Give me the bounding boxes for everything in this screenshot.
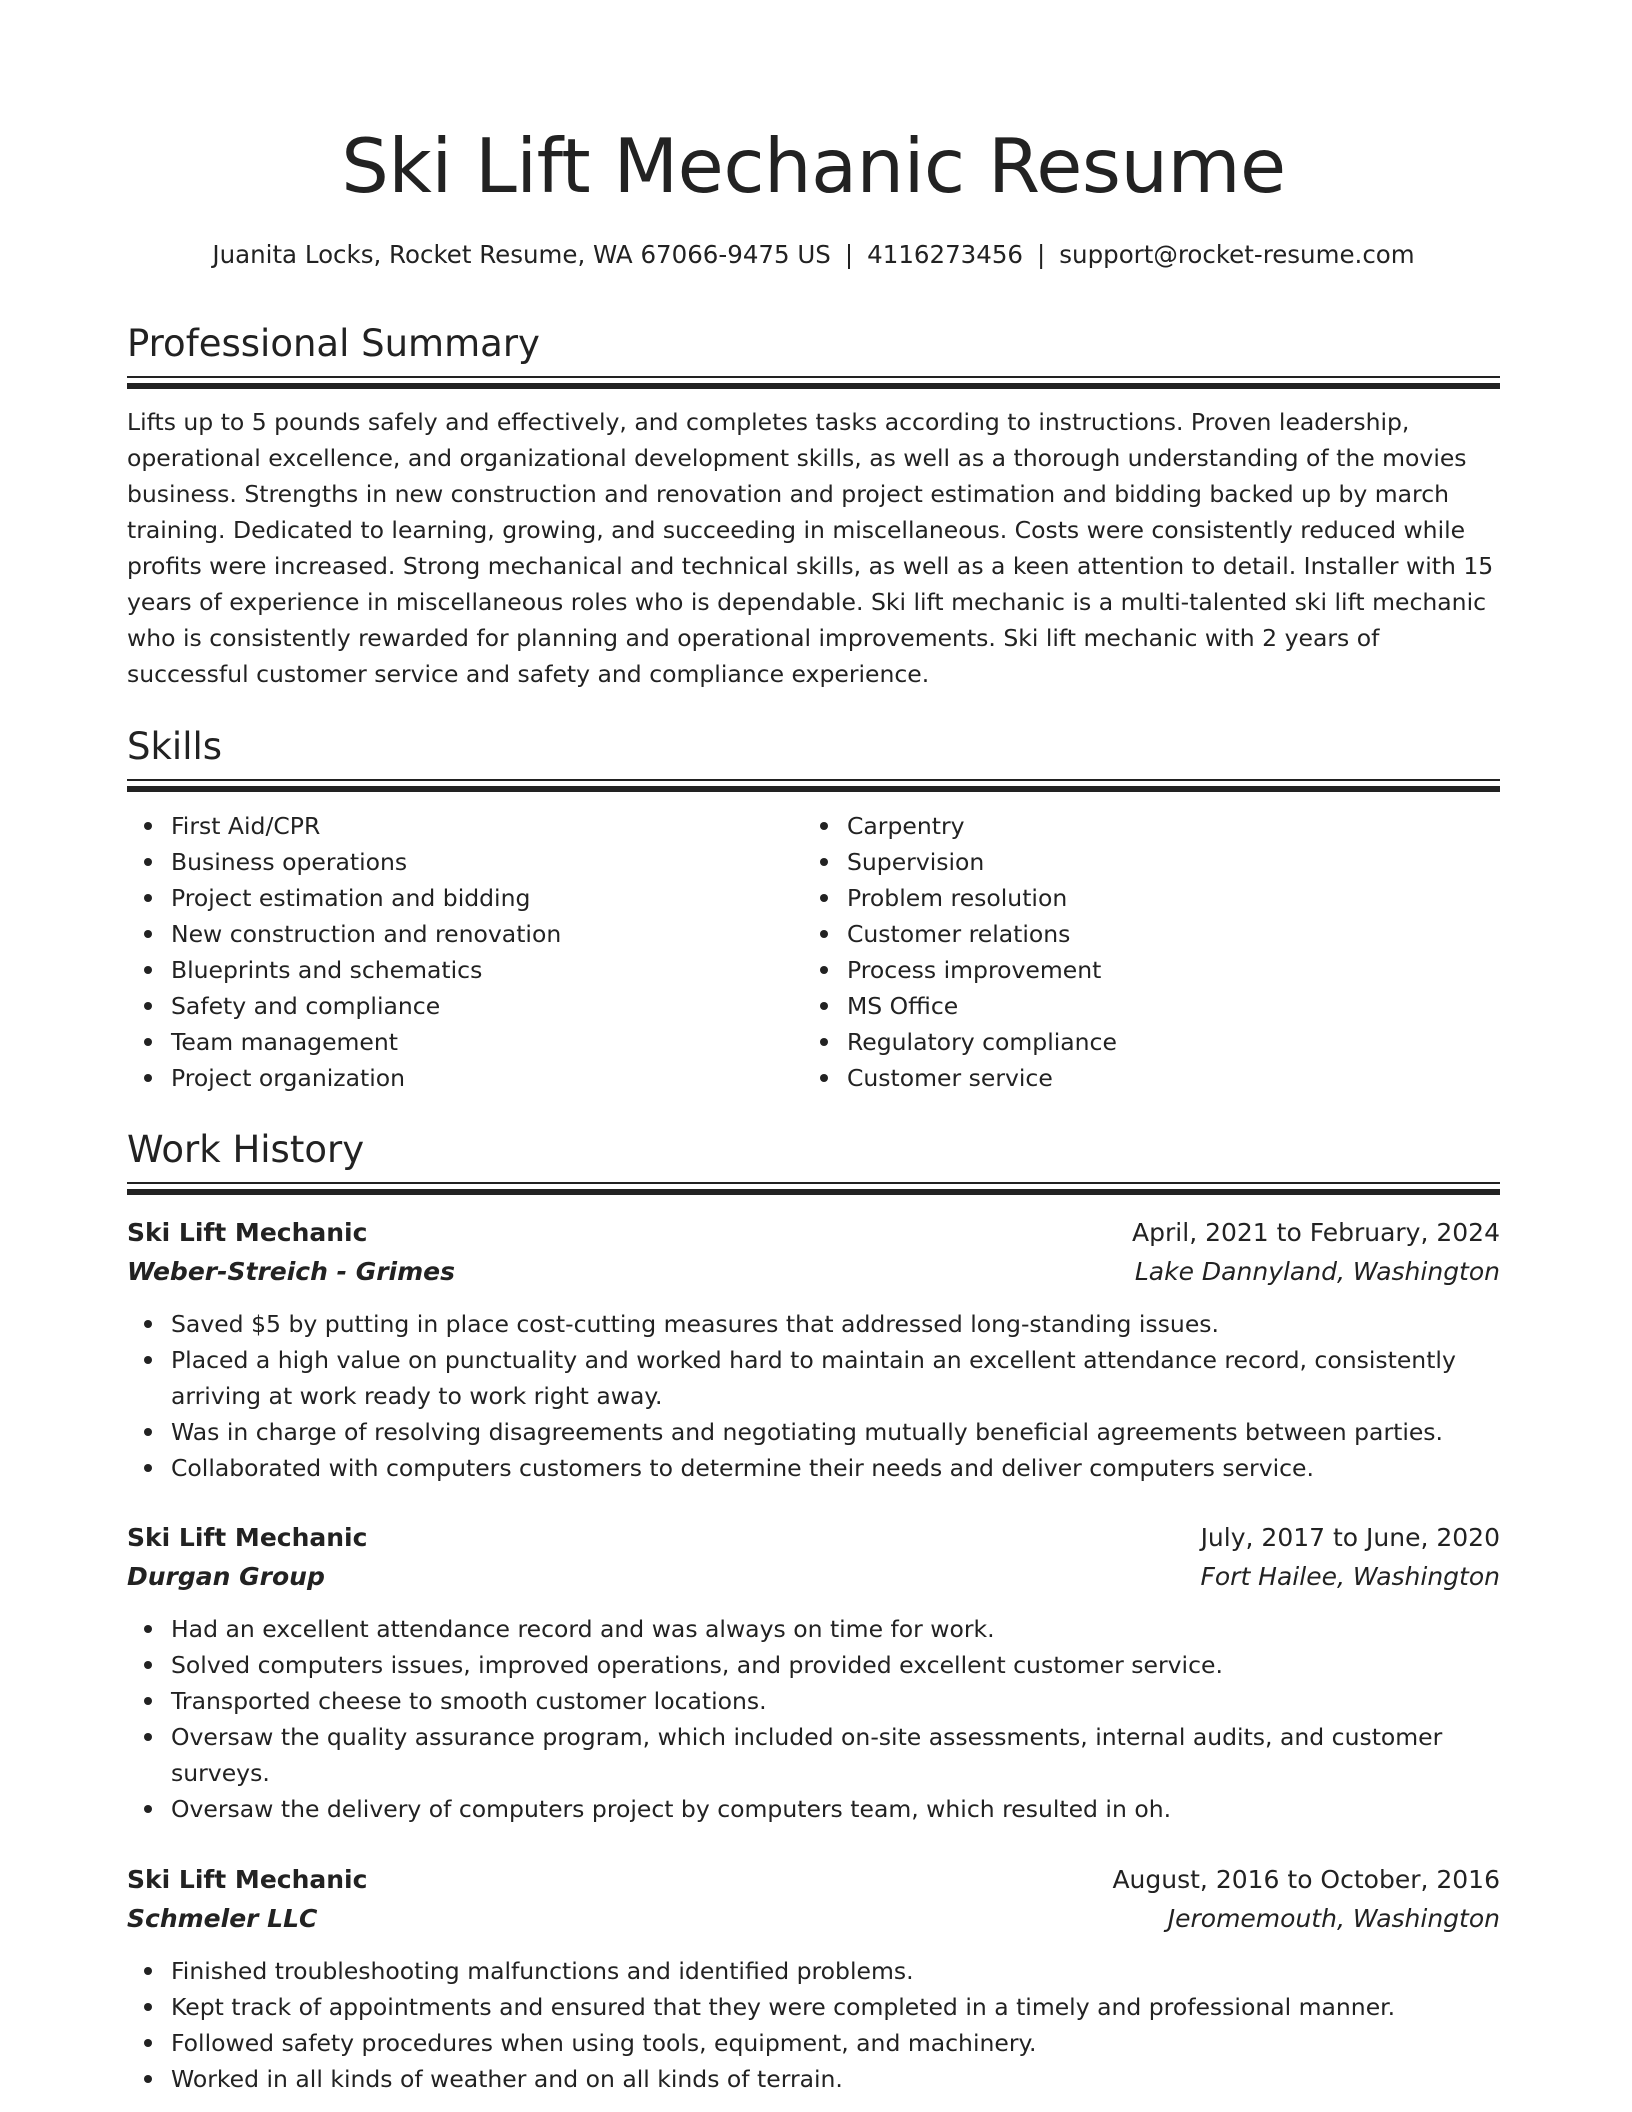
section-divider-thin [127,779,1500,781]
job-title: Ski Lift Mechanic [127,1218,368,1247]
job-title: Ski Lift Mechanic [127,1523,368,1552]
duty-item: Kept track of appointments and ensured that they were completed in a timely and professional manner. [127,1989,1500,2025]
job-duties [127,1306,1500,1486]
job-duties [127,1953,1500,2097]
job-entry [127,1861,1500,2097]
duty-item: Saved $5 by putting in place cost-cutting measures that addressed long-standing issues. [127,1306,1500,1342]
job-dates: August, 2016 to October, 2016 [1112,1865,1500,1894]
summary-heading: Professional Summary [127,322,540,365]
skill-item: New construction and renovation [127,916,803,952]
contact-separator: | [1037,240,1046,269]
resume-title: Ski Lift Mechanic Resume [341,122,1286,210]
job-company: Weber-Streich - Grimes [127,1257,456,1286]
job-title: Ski Lift Mechanic [127,1865,368,1894]
contact-email: support@rocket-resume.com [1059,240,1415,269]
skill-item: Project estimation and bidding [127,880,803,916]
contact-separator: | [844,240,854,269]
duty-item: Had an excellent attendance record and was always on time for work. [127,1611,1500,1647]
job-company: Durgan Group [127,1562,325,1591]
section-divider-thick [127,383,1500,389]
job-dates: April, 2021 to February, 2024 [1132,1218,1500,1247]
job-location: Lake Dannyland, Washington [1134,1257,1500,1286]
duty-item: Collaborated with computers customers to determine their needs and deliver computers service. [127,1450,1500,1486]
work-section-header [127,1126,1500,1174]
section-divider-thin [127,1182,1500,1184]
duty-item: Oversaw the delivery of computers project by computers team, which resulted in oh. [127,1791,1500,1827]
skill-item: Customer relations [803,916,1479,952]
skill-item: Project organization [127,1060,803,1096]
summary-section-header [127,320,1500,368]
section-divider-thin [127,376,1500,378]
duty-item: Followed safety procedures when using tools, equipment, and machinery. [127,2025,1500,2061]
skill-item: Regulatory compliance [803,1024,1479,1060]
job-location: Fort Hailee, Washington [1200,1562,1500,1591]
duty-item: Solved computers issues, improved operations, and provided excellent customer service. [127,1647,1500,1683]
skill-item: Problem resolution [803,880,1479,916]
skill-item: Team management [127,1024,803,1060]
skills-column-right [803,808,1479,1096]
contact-phone: 4116273456 [867,240,1024,269]
work-heading: Work History [127,1128,365,1171]
duty-item: Transported cheese to smooth customer locations. [127,1683,1500,1719]
duty-item: Placed a high value on punctuality and worked hard to maintain an excellent attendance record, consistently arriving at work ready to work right away. [127,1342,1500,1414]
skills-heading: Skills [127,725,223,768]
skill-item: Carpentry [803,808,1479,844]
skills-column-left [127,808,803,1096]
skills-list [127,808,1500,1096]
skills-section-header [127,723,1500,771]
duty-item: Was in charge of resolving disagreements and negotiating mutually beneficial agreements between parties. [127,1414,1500,1450]
contact-line [127,238,1500,272]
job-entry [127,1214,1500,1486]
skill-item: Customer service [803,1060,1479,1096]
skill-item: Blueprints and schematics [127,952,803,988]
summary-text: Lifts up to 5 pounds safely and effectively, and completes tasks according to instructions. Proven leadership, operational excellence, and organizational development skills, as well as a thorough understanding of the movies business. Strengths in new construction and renovation and project estimation and bidding backed up by march training. Dedicated to learning, growing, and succeeding in miscellaneous. Costs were consistently reduced while profits were increased. Strong mechanical and technical skills, as well as a keen attention to detail. Installer with 15 years of experience in miscellaneous roles who is dependable. Ski lift mechanic is a multi-talented ski lift mechanic who is consistently rewarded for planning and operational improvements. Ski lift mechanic with 2 years of successful customer service and safety and compliance experience. [127,408,1494,688]
job-location: Jeromemouth, Washington [1167,1904,1500,1933]
section-divider-thick [127,786,1500,792]
duty-item: Oversaw the quality assurance program, which included on-site assessments, internal audits, and customer surveys. [127,1719,1500,1791]
duty-item: Worked in all kinds of weather and on all kinds of terrain. [127,2061,1500,2097]
job-company: Schmeler LLC [127,1904,318,1933]
job-dates: July, 2017 to June, 2020 [1200,1523,1500,1552]
job-duties [127,1611,1500,1827]
section-divider-thick [127,1189,1500,1195]
skill-item: Business operations [127,844,803,880]
skill-item: Supervision [803,844,1479,880]
skill-item: Process improvement [803,952,1479,988]
skill-item: Safety and compliance [127,988,803,1024]
contact-address: Juanita Locks, Rocket Resume, WA 67066-9475 US [212,240,831,269]
duty-item: Finished troubleshooting malfunctions and identified problems. [127,1953,1500,1989]
skill-item: MS Office [803,988,1479,1024]
skill-item: First Aid/CPR [127,808,803,844]
job-entry [127,1519,1500,1827]
